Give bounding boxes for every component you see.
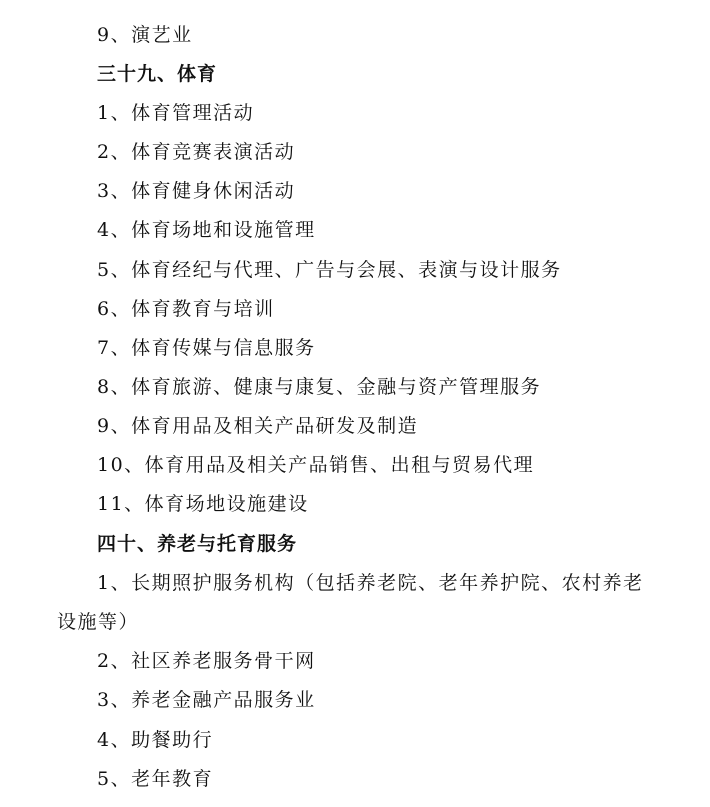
list-item: 6、体育教育与培训 (97, 298, 275, 320)
list-item: 3、体育健身休闲活动 (97, 180, 296, 202)
list-item: 5、老年教育 (97, 768, 214, 790)
list-item: 10、体育用品及相关产品销售、出租与贸易代理 (97, 454, 535, 476)
list-item: 4、助餐助行 (97, 729, 214, 751)
list-item: 1、长期照护服务机构（包括养老院、老年养护院、农村养老 (97, 572, 644, 594)
list-item: 7、体育传媒与信息服务 (97, 337, 316, 359)
list-item: 2、社区养老服务骨干网 (97, 650, 316, 672)
list-item: 8、体育旅游、健康与康复、金融与资产管理服务 (97, 376, 542, 398)
list-item: 9、演艺业 (97, 24, 193, 46)
section-heading-elderly-care: 四十、养老与托育服务 (97, 533, 298, 555)
list-item: 1、体育管理活动 (97, 102, 255, 124)
list-item-continuation: 设施等） (57, 611, 140, 633)
list-item: 2、体育竞赛表演活动 (97, 141, 296, 163)
list-item: 4、体育场地和设施管理 (97, 219, 316, 241)
list-item: 5、体育经纪与代理、广告与会展、表演与设计服务 (97, 259, 562, 281)
list-item: 9、体育用品及相关产品研发及制造 (97, 415, 419, 437)
list-item: 3、养老金融产品服务业 (97, 689, 316, 711)
list-item: 11、体育场地设施建设 (97, 493, 309, 515)
section-heading-sports: 三十九、体育 (97, 63, 218, 85)
